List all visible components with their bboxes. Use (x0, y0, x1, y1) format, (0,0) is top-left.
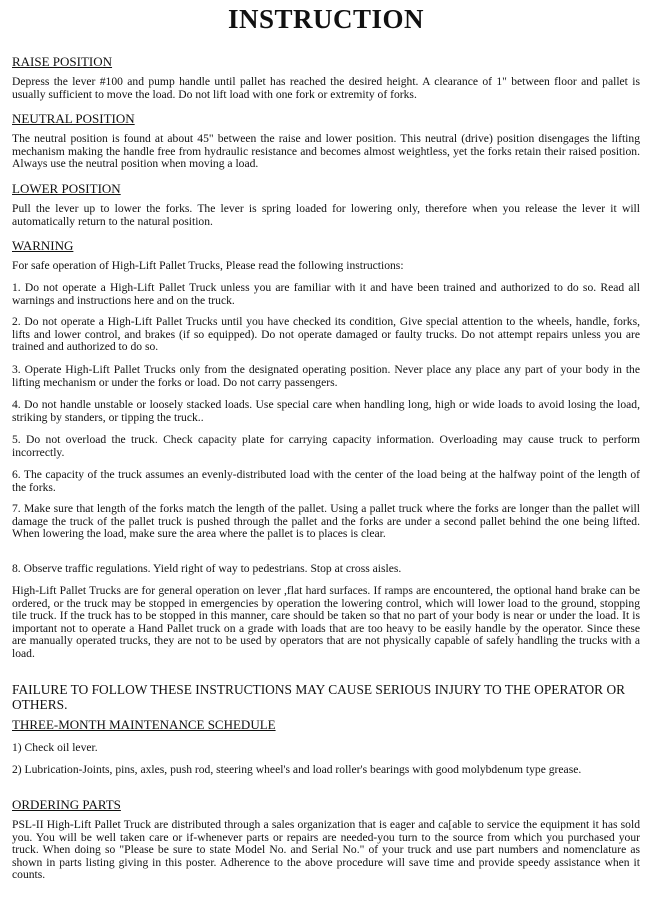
maintenance-item-1: 1) Check oil lever. (12, 741, 98, 754)
ordering-section (12, 797, 640, 882)
failure-warning: FAILURE TO FOLLOW THESE INSTRUCTIONS MAY CAUSE SERIOUS INJURY TO THE OPERATOR OR OTHERS. (12, 682, 626, 712)
neutral-text: The neutral position is found at about 45" between the raise and lower position. This neutral (drive) position disengages the lifting mechanism making the handle free from hydraulic resistance and becomes almost weightless, yet the forks retain their raised position. Always use the neutral position when moving a load. (12, 132, 640, 171)
warning-intro: For safe operation of High-Lift Pallet Trucks, Please read the following instructions: (12, 259, 404, 272)
lower-heading: LOWER POSITION (12, 181, 121, 196)
raise-text: Depress the lever #100 and pump handle until pallet has reached the desired height. A clearance of 1" between floor and pallet is usually sufficient to move the load. Do not lift load with one fork or extremity of forks. (12, 75, 640, 101)
warning-section (12, 238, 640, 273)
ordering-text: PSL-II High-Lift Pallet Truck are distributed through a sales organization that is eager and ca[able to service the equipment it has sold you. You will be well taken care or if-whenever parts or repairs are needed-you turn to the source from which you purchased your truck. When doing so "Please be sure to state Model No. and Serial No." of your truck and use part numbers and nomenclature as shown in parts listing giving in this poster. Adherence to the above procedure will save time and provide speedy assistance when it counts. (12, 818, 640, 882)
warning-item-5: 5. Do not overload the truck. Check capacity plate for carrying capacity information. Overloading may cause truck to perform incorrectly. (12, 433, 640, 459)
raise-heading: RAISE POSITION (12, 54, 113, 69)
maintenance-item-2: 2) Lubrication-Joints, pins, axles, push rod, steering wheel's and load roller's bearings with good molybdenum type grease. (12, 762, 582, 776)
warning-item-8: 8. Observe traffic regulations. Yield right of way to pedestrians. Stop at cross aisles. (12, 562, 402, 575)
ordering-heading: ORDERING PARTS (12, 797, 121, 812)
warning-item-1: 1. Do not operate a High-Lift Pallet Truck unless you are familiar with it and have been trained and authorized to do so. Read all warnings and instructions here and on the truck. (12, 281, 640, 307)
general-operation-text: High-Lift Pallet Trucks are for general operation on lever ,flat hard surfaces. If ramps are encountered, the optional hand brake can be ordered, or the truck may be stopped in emergencies by operation the lowering control, which will lower load to the ground, stopping tile truck. If the truck has to be stopped in this manner, care should be taken so that no part of your body is near or under the load. It is important not to operate a Hand Pallet truck on a grade with loads that are too heavy to be easily handle by the operator. Since these are manually operated trucks, they are not to be used by operators that are not physically capable of safely handling the trucks with a load. (12, 584, 640, 660)
neutral-heading: NEUTRAL POSITION (12, 111, 135, 126)
maintenance-heading: THREE-MONTH MAINTENANCE SCHEDULE (12, 717, 276, 732)
lower-text: Pull the lever up to lower the forks. The lever is spring loaded for lowering only, therefore when you release the lever it will automatically return to the natural position. (12, 202, 640, 228)
lower-section (12, 181, 640, 228)
neutral-section (12, 111, 640, 171)
page-title: INSTRUCTION (227, 4, 425, 34)
warning-item-3: 3. Operate High-Lift Pallet Trucks only from the designated operating position. Never place any place any part of your body in the lifting mechanism or under the forks or load. Do not carry passengers. (12, 363, 640, 389)
maintenance-section (12, 717, 640, 776)
warning-item-6: 6. The capacity of the truck assumes an evenly-distributed load with the center of the load being at the halfway point of the length of the forks. (12, 468, 640, 494)
warning-item-2: 2. Do not operate a High-Lift Pallet Trucks until you have checked its condition, Give special attention to the wheels, handle, forks, lifts and lower control, and brakes (if so equipped). Do not operate damaged or faulty trucks. Do not attempt repairs unless you are trained and authorized to do so. (12, 315, 640, 354)
warning-item-4: 4. Do not handle unstable or loosely stacked loads. Use special care when handling long, high or wide loads to avoid losing the load, striking by standers, or tipping the truck.. (12, 398, 640, 424)
warning-heading: WARNING (12, 238, 74, 253)
raise-section (12, 54, 640, 101)
warning-item-7: 7. Make sure that length of the forks match the length of the pallet. Using a pallet truck where the forks are longer than the pallet will damage the truck of the pallet truck is pushed through the pallet and the forks are under a second pallet behind the one being lifted. When lowering the load, make sure the area where the pallet is to places is clear. (12, 502, 640, 541)
